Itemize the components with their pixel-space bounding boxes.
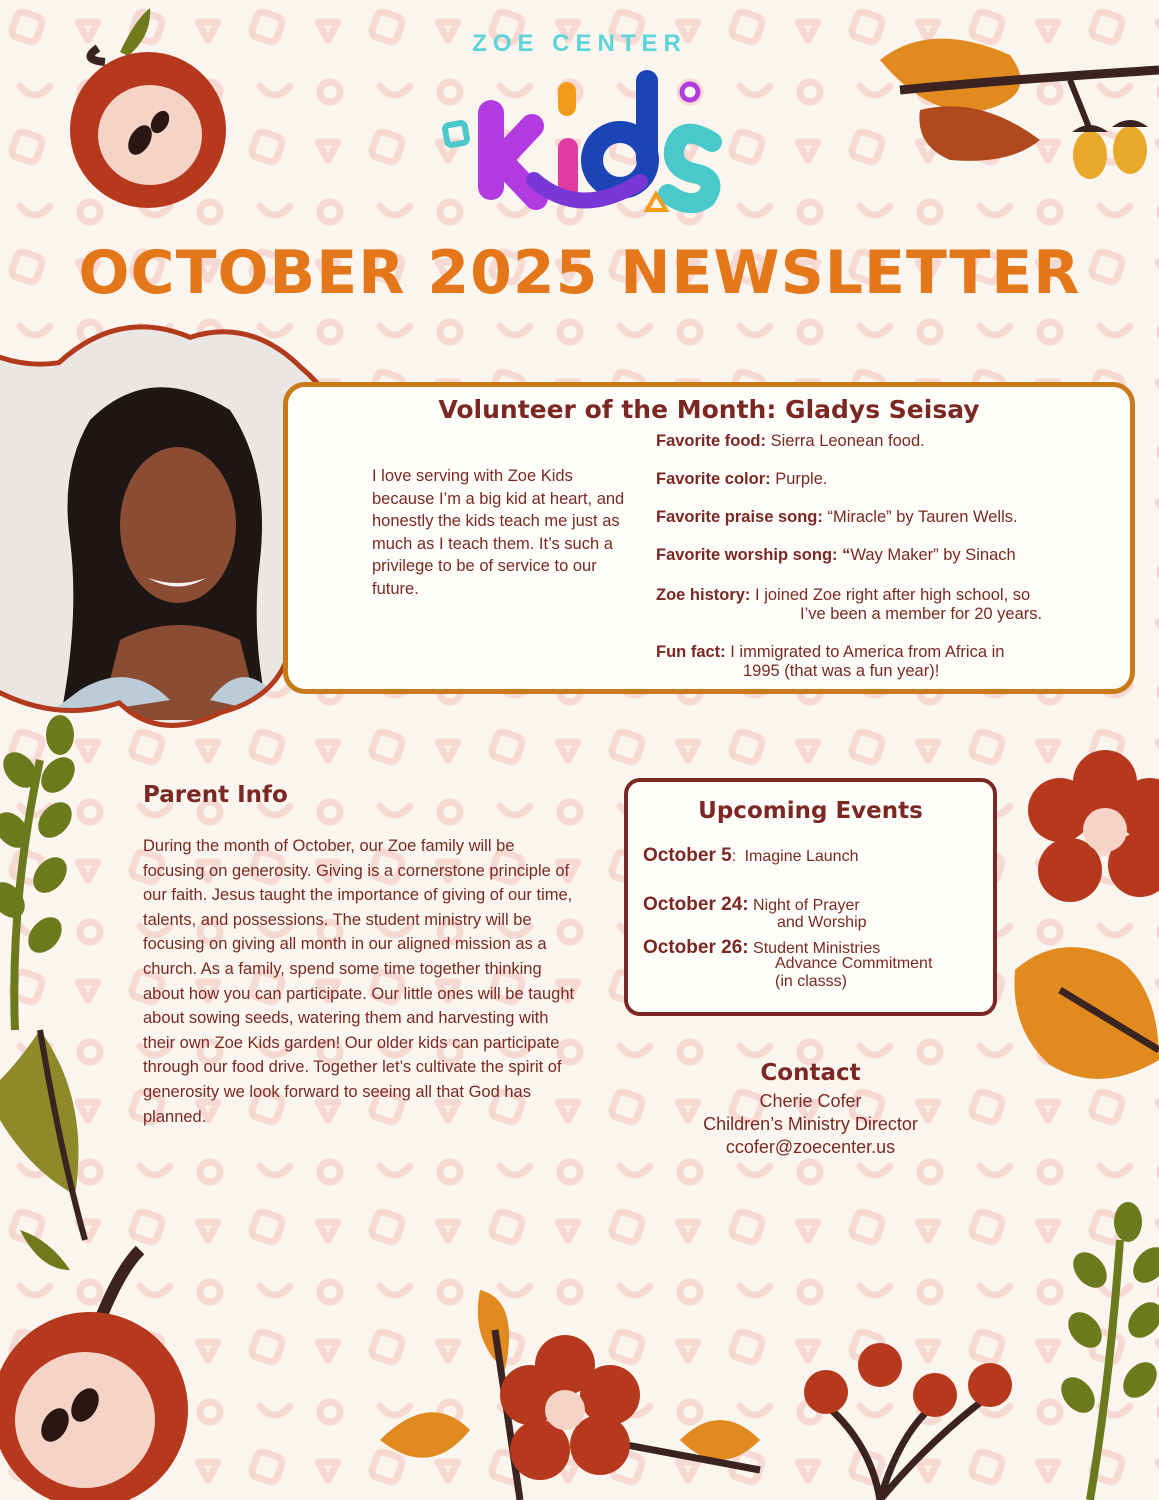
fav-value: “Miracle” by Tauren Wells. (827, 508, 1018, 526)
fav-label: Favorite worship song: “ (656, 546, 851, 564)
oak-leaf-icon (880, 39, 1159, 179)
fern-icon (0, 715, 82, 1030)
parent-info-heading: Parent Info (143, 782, 288, 808)
newsletter-title: OCTOBER 2025 NEWSLETTER (78, 238, 1081, 308)
fav-value-cont: I’ve been a member for 20 years. (800, 605, 1043, 623)
fern-icon-right (1054, 1202, 1159, 1500)
event-name-cont: (in classs) (775, 973, 848, 990)
oak-leaf-icon-right (1014, 947, 1159, 1079)
event-sep: : (731, 848, 737, 865)
event-item (643, 845, 988, 867)
event-name: Imagine Launch (744, 848, 859, 865)
contact-name: Cherie Cofer (759, 1091, 862, 1111)
event-date: October 26: (643, 937, 749, 958)
contact-email[interactable]: ccofer@zoecenter.us (725, 1137, 896, 1157)
fav-label: Zoe history: (656, 586, 751, 604)
favorite-worship-song (656, 546, 1126, 565)
contact-role: Children’s Ministry Director (703, 1114, 918, 1134)
fav-label: Favorite food: (656, 432, 766, 450)
fav-value-cont: 1995 (that was a fun year)! (743, 662, 940, 680)
bottom-flower-icon (380, 1290, 760, 1500)
apple-icon-bottom (0, 1230, 188, 1500)
event-item (643, 937, 988, 991)
volunteer-quote: I love serving with Zoe Kids because I’m a big kid at heart, and honestly the kids teach me just as much as I teach them. It’s such a privilege to be of service to our future. (372, 467, 625, 598)
volunteer-title: Volunteer of the Month: Gladys Seisay (438, 395, 980, 424)
flower-icon (1028, 750, 1159, 902)
favorite-praise-song (656, 508, 1126, 527)
event-date: October 24: (643, 894, 749, 915)
fun-fact (656, 643, 1126, 681)
favorite-food (656, 432, 1126, 451)
event-name-cont: Advance Commitment (775, 955, 933, 972)
event-date: October 5 (643, 845, 732, 866)
berries-icon (804, 1343, 1012, 1500)
zoe-history (656, 586, 1126, 624)
zoe-kids-logo (440, 60, 730, 230)
fav-label: Favorite color: (656, 470, 771, 488)
event-item (643, 894, 988, 932)
favorite-color (656, 470, 1126, 489)
logo-subtitle: ZOE CENTER (472, 30, 687, 57)
fav-value: I joined Zoe right after high school, so (755, 586, 1031, 604)
event-name: Night of Prayer (753, 897, 860, 914)
fav-value: Way Maker” by Sinach (850, 546, 1016, 564)
fav-value: Purple. (775, 470, 828, 488)
event-name-cont: and Worship (777, 914, 867, 931)
fav-value: I immigrated to America from Africa in (730, 643, 1005, 661)
fav-label: Fun fact: (656, 643, 726, 661)
event-name: Student Ministries (753, 940, 881, 957)
leaf-icon (0, 1030, 85, 1240)
fav-label: Favorite praise song: (656, 508, 823, 526)
contact-heading: Contact (760, 1060, 861, 1086)
events-heading: Upcoming Events (698, 798, 923, 824)
parent-info-body: During the month of October, our Zoe family will be focusing on generosity. Giving is a cornerstone principle of our faith. Jesus taught the importance of giving of our time, talents, and possessions. The student ministry will be focusing on giving all month in our aligned mission as a church. As a family, spend some time together thinking about how you can participate. Our little ones will be taught about sowing seeds, watering them and harvesting with their own Zoe Kids garden! Our older kids can participate through our food drive. Together let’s cultivate the spirit of generosity we look forward to seeing all that God has planned. (143, 837, 575, 1126)
fav-value: Sierra Leonean food. (770, 432, 925, 450)
